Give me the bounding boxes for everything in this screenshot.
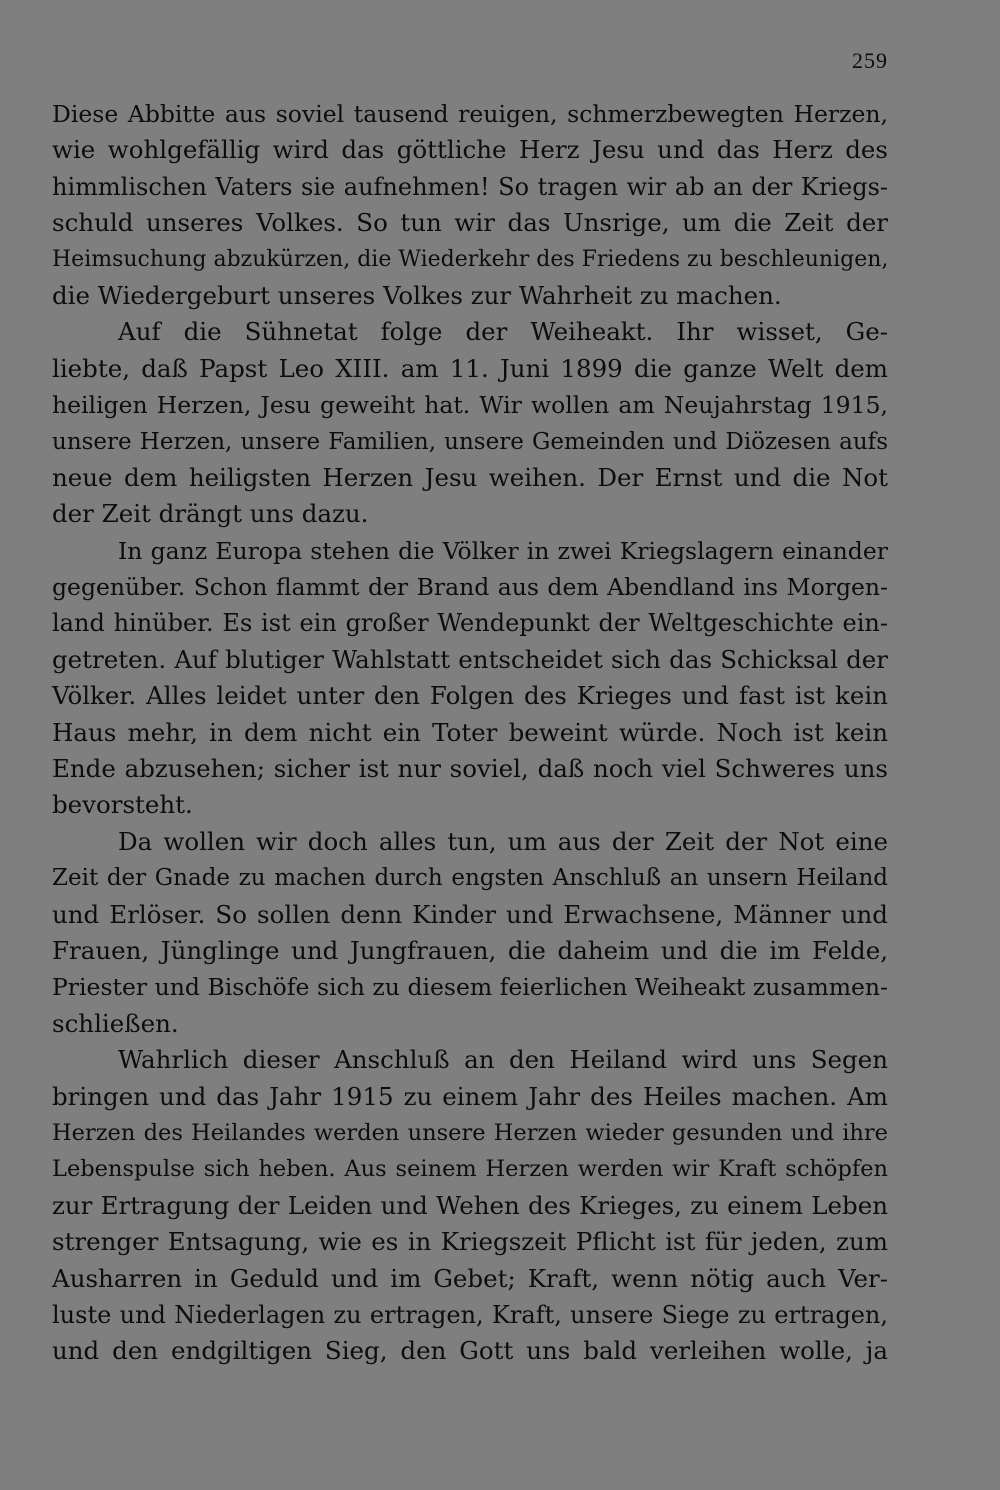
body-text bbox=[52, 96, 888, 1370]
text-line: und den endgiltigen Sieg, den Gott uns bald verleihen wolle, ja bbox=[52, 1336, 888, 1366]
text-line: neue dem heiligsten Herzen Jesu weihen. Der Ernst und die Not bbox=[52, 462, 888, 492]
text-line: wie wohlgefällig wird das göttliche Herz Jesu und das Herz des bbox=[52, 135, 888, 165]
text-line: Diese Abbitte aus soviel tausend reuigen, schmerzbewegten Herzen, bbox=[52, 100, 888, 128]
text-line: liebte, daß Papst Leo XIII. am 11. Juni 1899 die ganze Welt dem bbox=[52, 353, 888, 383]
text-line: Völker. Alles leidet unter den Folgen des Krieges und fast ist kein bbox=[52, 681, 888, 711]
text-line: gegenüber. Schon flammt der Brand aus dem Abendland ins Morgen- bbox=[52, 573, 888, 602]
text-line: Ende abzusehen; sicher ist nur soviel, daß noch viel Schweres uns bbox=[52, 754, 888, 784]
paragraph-first-line: In ganz Europa stehen die Völker in zwei Kriegslagern einander bbox=[118, 536, 888, 565]
text-line: luste und Niederlagen zu ertragen, Kraft, unsere Siege zu ertragen, bbox=[52, 1300, 888, 1329]
text-line: der Zeit drängt uns dazu. bbox=[52, 499, 369, 529]
text-line: Priester und Bischöfe sich zu diesem feierlichen Weiheakt zusammen- bbox=[52, 973, 888, 1002]
paragraph-first-line: Auf die Sühnetat folge der Weiheakt. Ihr wisset, Ge- bbox=[118, 317, 888, 347]
text-line: Zeit der Gnade zu machen durch engsten Anschluß an unsern Heiland bbox=[52, 865, 888, 892]
paragraph-first-line: Da wollen wir doch alles tun, um aus der Zeit der Not eine bbox=[118, 826, 888, 856]
text-line: Heimsuchung abzukürzen, die Wiederkehr des Friedens zu beschleunigen, bbox=[52, 246, 889, 272]
text-line: bringen und das Jahr 1915 zu einem Jahr des Heiles machen. Am bbox=[52, 1081, 888, 1111]
text-line: und Erlöser. So sollen denn Kinder und Erwachsene, Männer und bbox=[52, 899, 888, 929]
text-line: Haus mehr, in dem nicht ein Toter beweint würde. Noch ist kein bbox=[52, 717, 888, 747]
text-line: land hinüber. Es ist ein großer Wendepunkt der Weltgeschichte ein- bbox=[52, 609, 888, 638]
text-line: schließen. bbox=[52, 1008, 179, 1038]
text-line: Lebenspulse sich heben. Aus seinem Herzen werden wir Kraft schöpfen bbox=[52, 1156, 888, 1183]
text-line: die Wiedergeburt unseres Volkes zur Wahrheit zu machen. bbox=[52, 280, 782, 310]
text-line: himmlischen Vaters sie aufnehmen! So tragen wir ab an der Kriegs- bbox=[52, 172, 888, 201]
page-number: 259 bbox=[852, 48, 888, 73]
text-line: Herzen des Heilandes werden unsere Herzen wieder gesunden und ihre bbox=[52, 1119, 888, 1146]
text-line: getreten. Auf blutiger Wahlstatt entscheidet sich das Schicksal der bbox=[52, 644, 888, 674]
text-line: zur Ertragung der Leiden und Wehen des Krieges, zu einem Leben bbox=[52, 1190, 888, 1220]
text-line: Ausharren in Geduld und im Gebet; Kraft, wenn nötig auch Ver- bbox=[52, 1263, 888, 1293]
text-line: bevorsteht. bbox=[52, 790, 193, 820]
text-line: heiligen Herzen, Jesu geweiht hat. Wir wollen am Neujahrstag 1915, bbox=[52, 391, 888, 420]
text-line: unsere Herzen, unsere Familien, unsere Gemeinden und Diözesen aufs bbox=[52, 428, 888, 455]
text-line: strenger Entsagung, wie es in Kriegszeit Pflicht ist für jeden, zum bbox=[52, 1227, 888, 1257]
paragraph-first-line: Wahrlich dieser Anschluß an den Heiland wird uns Segen bbox=[118, 1045, 888, 1075]
text-line: Frauen, Jünglinge und Jungfrauen, die daheim und die im Felde, bbox=[52, 935, 888, 965]
text-line: schuld unseres Volkes. So tun wir das Unsrige, um die Zeit der bbox=[52, 208, 888, 238]
